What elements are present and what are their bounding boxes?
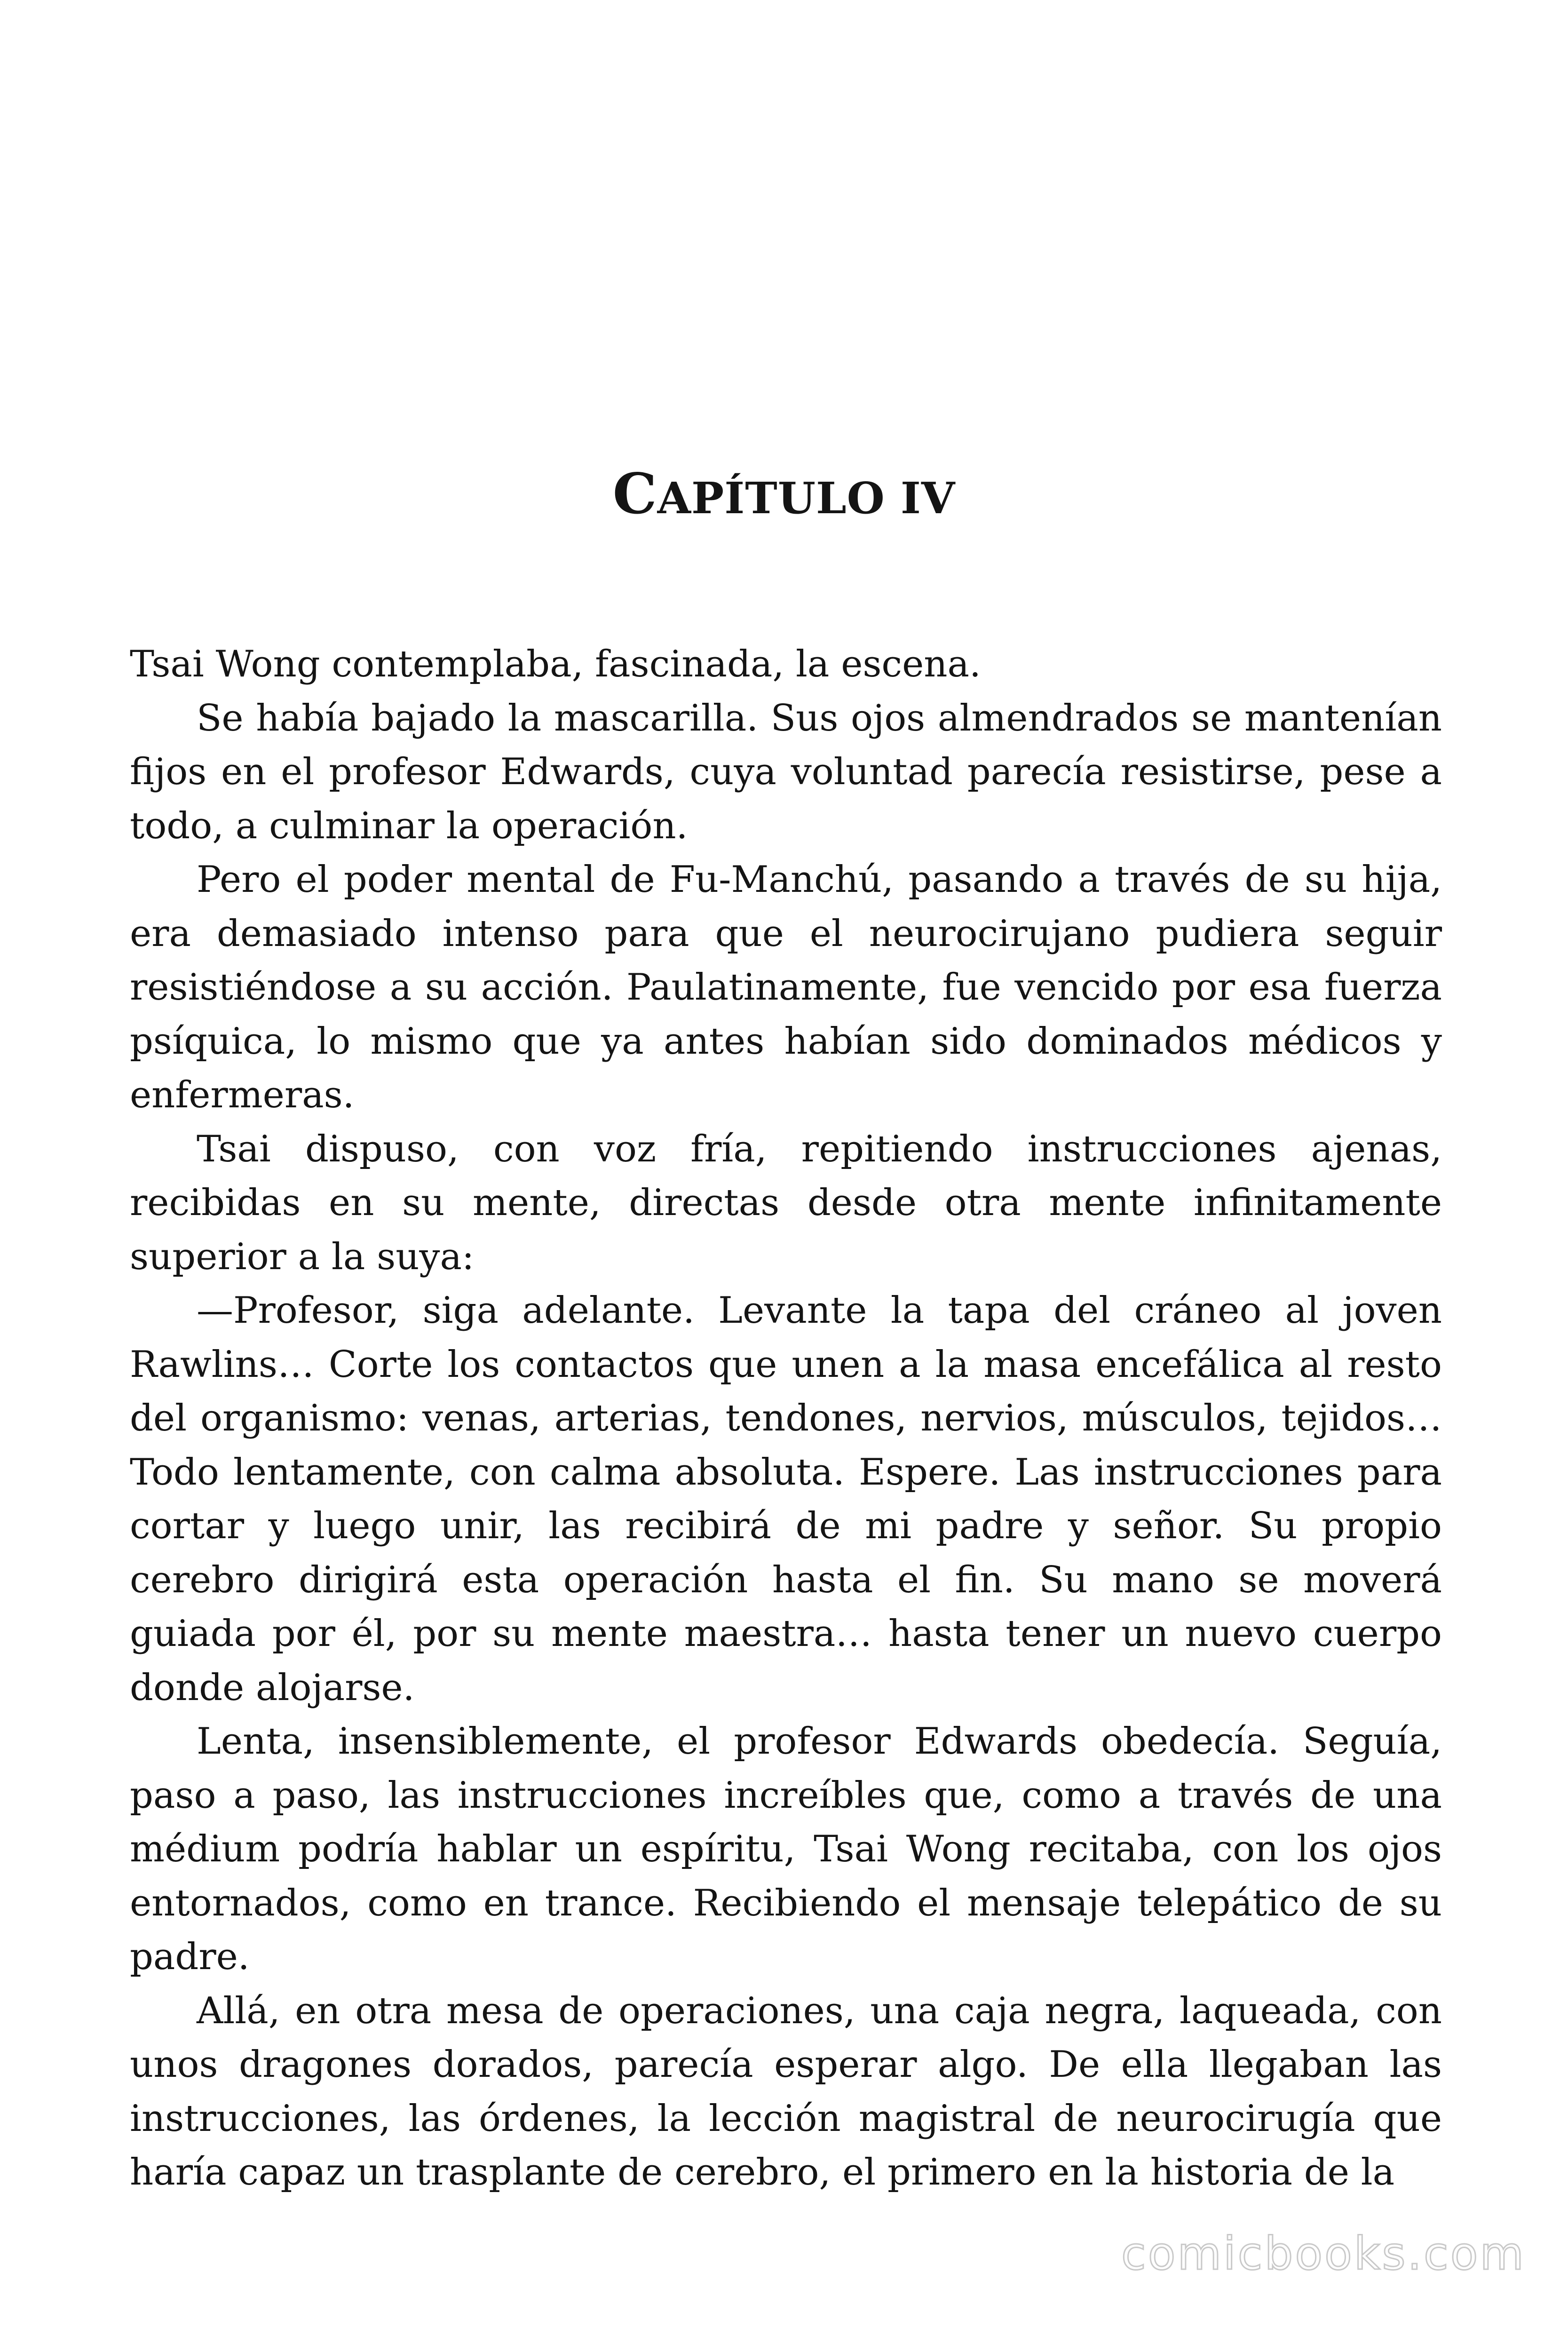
paragraph: Se había bajado la mascarilla. Sus ojos almendrados se mantenían fijos en el profesor Edwards, cuya voluntad parecía resistirse, pese a todo, a culminar la operación. [130, 697, 1442, 847]
watermark: comicbooks.com [1121, 2227, 1526, 2280]
paragraph: Tsai dispuso, con voz fría, repitiendo instrucciones ajenas, recibidas en su mente, directas desde otra mente infinitamente superior a la suya: [130, 1128, 1442, 1278]
chapter-title-initial: C [612, 461, 657, 526]
chapter-title-rest: APÍTULO IV [657, 473, 956, 524]
paragraph: Tsai Wong contemplaba, fascinada, la escena. [130, 643, 981, 685]
paragraph: —Profesor, siga adelante. Levante la tapa del cráneo al joven Rawlins… Corte los contactos que unen a la masa encefálica al resto del organismo: venas, arterias, tendones, nervios, músculos, tejidos… Todo lentamente, con calma absoluta. Espere. Las instrucciones para cortar y luego unir, las recibirá de mi padre y señor. Su propio cerebro dirigirá esta operación hasta el fin. Su mano se moverá guiada por él, por su mente maestra… hasta tener un nuevo cuerpo donde alojarse. [130, 1289, 1442, 1709]
paragraph: Pero el poder mental de Fu-Manchú, pasando a través de su hija, era demasiado intenso para que el neurocirujano pudiera seguir resistiéndose a su acción. Paulatinamente, fue vencido por esa fuerza psíquica, lo mismo que ya antes habían sido dominados médicos y enfermeras. [130, 858, 1442, 1116]
chapter-title [0, 459, 1568, 533]
paragraph: Lenta, insensiblemente, el profesor Edwards obedecía. Seguía, paso a paso, las instrucciones increíbles que, como a través de una médium podría hablar un espíritu, Tsai Wong recitaba, con los ojos entornados, como en trance. Recibiendo el mensaje telepático de su padre. [130, 1720, 1442, 1978]
chapter-body [130, 637, 1442, 2200]
paragraph: Allá, en otra mesa de operaciones, una caja negra, laqueada, con unos dragones dorados, parecía esperar algo. De ella llegaban las instrucciones, las órdenes, la lección magistral de neurocirugía que haría capaz un trasplante de cerebro, el primero en la historia de la [130, 1989, 1442, 2193]
